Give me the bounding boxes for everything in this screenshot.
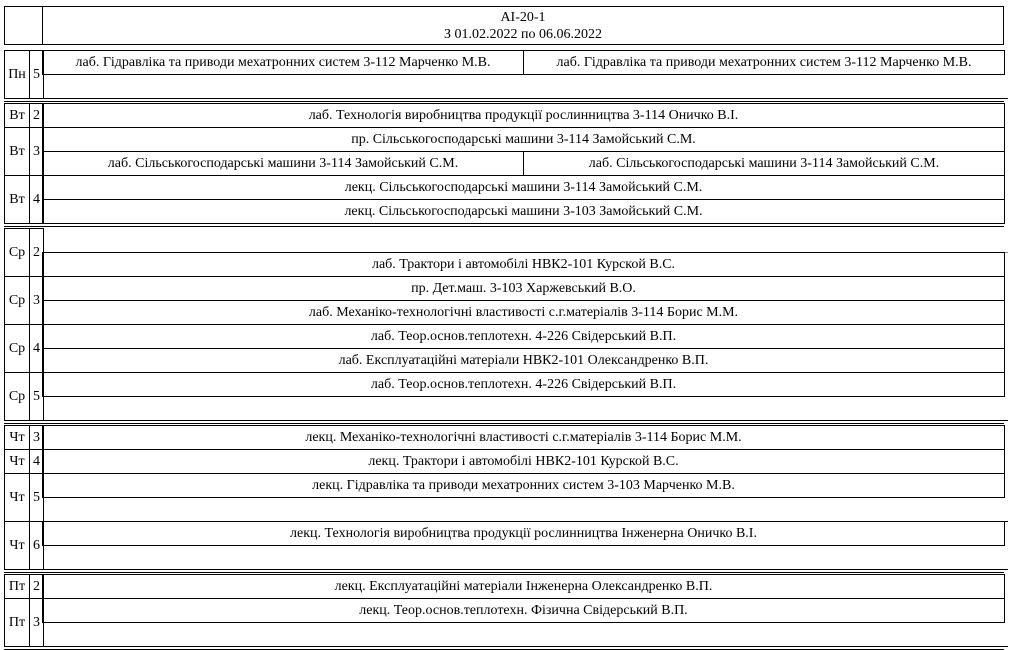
lesson-cell: лекц. Теор.основ.теплотехн. Фізична Свідерський В.П. [42,598,1005,623]
day-cell: Вт [4,127,30,176]
lesson-cell: лаб. Теор.основ.теплотехн. 4-226 Свідерський В.П. [42,324,1005,349]
lesson-cell: лаб. Сільськогосподарські машини 3-114 Замойський С.М. [42,151,524,176]
lesson-number-cell: 3 [29,425,44,450]
lesson-number-cell: 4 [29,324,44,373]
lesson-cell: лекц. Сільськогосподарські машини 3-103 Замойський С.М. [42,199,1005,224]
lesson-number-cell: 2 [29,103,44,128]
day-separator [4,101,1004,102]
lesson-cell: лаб. Технологія виробництва продукції рослинництва 3-114 Оничко В.І. [42,103,1005,128]
schedule-table [4,6,1004,632]
day-cell: Ср [4,372,30,421]
day-cell: Ср [4,228,30,277]
day-cell: Вт [4,175,30,224]
lesson-number-cell: 5 [29,50,44,99]
day-separator [4,572,1004,573]
lesson-cell: лекц. Експлуатаційні матеріали Інженерна Олександренко В.П. [42,574,1005,599]
lesson-cell: лекц. Механіко-технологічні властивості с.г.матеріалів 3-114 Борис М.М. [42,425,1005,450]
lesson-cell: лаб. Сільськогосподарські машини 3-114 Замойський С.М. [523,151,1005,176]
lesson-cell: лаб. Гідравліка та приводи мехатронних систем 3-112 Марченко М.В. [42,50,524,75]
empty-slot-line [42,98,1008,99]
lesson-cell: лаб. Гідравліка та приводи мехатронних систем 3-112 Марченко М.В. [523,50,1005,75]
day-separator [4,423,1004,424]
lesson-number-cell: 2 [29,228,44,277]
day-cell: Пт [4,574,30,599]
empty-slot-line [42,420,1008,421]
day-cell: Чт [4,425,30,450]
header-cell [42,6,1004,45]
lesson-number-cell: 5 [29,372,44,421]
day-cell: Ср [4,324,30,373]
lesson-cell: пр. Дет.маш. 3-103 Харжевський В.О. [42,276,1005,301]
day-cell: Чт [4,473,30,522]
empty-slot-line [42,569,1008,570]
day-cell: Чт [4,449,30,474]
lesson-cell: лаб. Трактори і автомобілі НВК2-101 Курской В.С. [42,252,1005,277]
day-cell: Пн [4,50,30,99]
lesson-cell: лекц. Трактори і автомобілі НВК2-101 Курской В.С. [42,449,1005,474]
day-cell: Вт [4,103,30,128]
lesson-number-cell: 4 [29,175,44,224]
lesson-number-cell: 3 [29,127,44,176]
lesson-number-cell: 4 [29,449,44,474]
lesson-number-cell: 3 [29,598,44,647]
period-label: З 01.02.2022 по 06.06.2022 [443,27,602,42]
lesson-cell: лекц. Гідравліка та приводи мехатронних систем 3-103 Марченко М.В. [42,473,1005,498]
lesson-number-cell: 6 [29,521,44,570]
day-cell: Пт [4,598,30,647]
empty-slot-line [42,646,1008,647]
lesson-cell: лаб. Експлуатаційні матеріали НВК2-101 Олександренко В.П. [42,348,1005,373]
lesson-number-cell: 3 [29,276,44,325]
lesson-cell: лекц. Сільськогосподарські машини 3-114 Замойський С.М. [42,175,1005,200]
group-title: АІ-20-1 [500,10,546,25]
day-separator [4,226,1004,227]
lesson-cell: лекц. Технологія виробництва продукції рослинництва Інженерна Оничко В.І. [42,521,1005,546]
lesson-cell: лаб. Механіко-технологічні властивості с.г.матеріалів 3-114 Борис М.М. [42,300,1005,325]
lesson-cell: пр. Сільськогосподарські машини 3-114 Замойський С.М. [42,127,1005,152]
lesson-number-cell: 5 [29,473,44,522]
lesson-cell: лаб. Теор.основ.теплотехн. 4-226 Свідерський В.П. [42,372,1005,397]
header-corner-cell [4,6,43,45]
lesson-number-cell: 2 [29,574,44,599]
day-cell: Чт [4,521,30,570]
day-cell: Ср [4,276,30,325]
